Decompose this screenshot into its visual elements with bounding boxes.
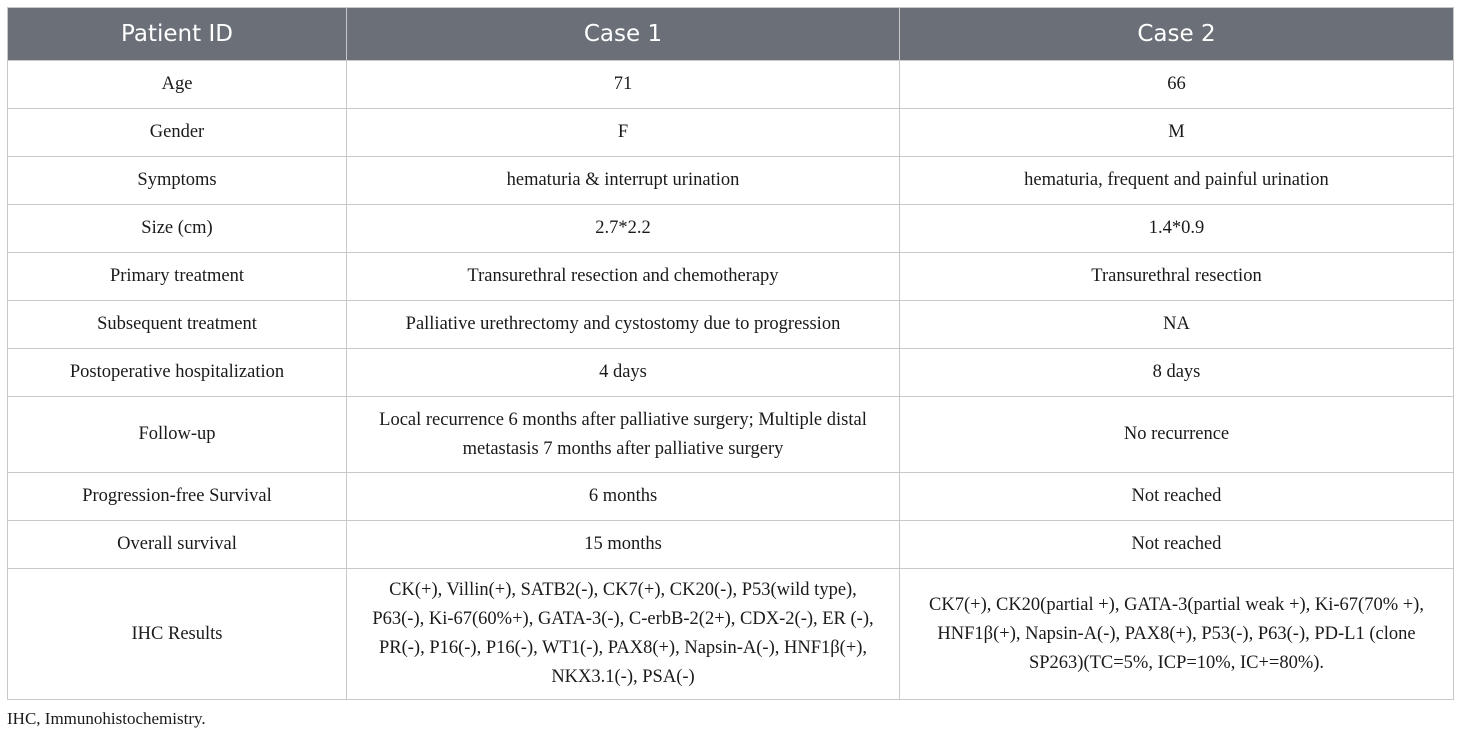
case2-value: Transurethral resection — [900, 253, 1454, 301]
table-row-subsequent-treatment — [8, 301, 1454, 349]
table-row-size — [8, 205, 1454, 253]
case1-value: 15 months — [347, 521, 900, 569]
row-label: Size (cm) — [8, 205, 347, 253]
row-label: Subsequent treatment — [8, 301, 347, 349]
case1-value: Palliative urethrectomy and cystostomy due to progression — [347, 301, 900, 349]
case2-value: M — [900, 109, 1454, 157]
case2-value: 1.4*0.9 — [900, 205, 1454, 253]
table-row-postoperative-hospitalization — [8, 349, 1454, 397]
table-row-primary-treatment — [8, 253, 1454, 301]
row-label: Progression-free Survival — [8, 473, 347, 521]
table-row-ihc-results — [8, 569, 1454, 700]
row-label: Follow-up — [8, 397, 347, 473]
case1-value: 4 days — [347, 349, 900, 397]
table-row-gender — [8, 109, 1454, 157]
row-label: Age — [8, 61, 347, 109]
row-label: Primary treatment — [8, 253, 347, 301]
table-header-row — [8, 8, 1454, 61]
row-label: Postoperative hospitalization — [8, 349, 347, 397]
table-row-symptoms — [8, 157, 1454, 205]
case-comparison-table — [7, 7, 1454, 700]
case1-value: F — [347, 109, 900, 157]
case2-value: No recurrence — [900, 397, 1454, 473]
case2-value: Not reached — [900, 521, 1454, 569]
case1-value: 2.7*2.2 — [347, 205, 900, 253]
case1-value: 6 months — [347, 473, 900, 521]
case2-value: NA — [900, 301, 1454, 349]
case2-value: 66 — [900, 61, 1454, 109]
row-label: IHC Results — [8, 569, 347, 700]
table-row-progression-free-survival — [8, 473, 1454, 521]
case2-value: 8 days — [900, 349, 1454, 397]
case1-value: Transurethral resection and chemotherapy — [347, 253, 900, 301]
case2-value: Not reached — [900, 473, 1454, 521]
case-comparison-table-container — [7, 7, 1453, 700]
case1-value: 71 — [347, 61, 900, 109]
case1-value: CK(+), Villin(+), SATB2(-), CK7(+), CK20(-), P53(wild type), P63(-), Ki-67(60%+), GATA-3(-), C-erbB-2(2+), CDX-2(-), ER (-), PR(-), P16(-), P16(-), WT1(-), PAX8(+), Napsin-A(-), HNF1β(+), NKX3.1(-), PSA(-) — [347, 569, 900, 700]
case2-value: CK7(+), CK20(partial +), GATA-3(partial weak +), Ki-67(70% +), HNF1β(+), Napsin-A(-), PAX8(+), P53(-), P63(-), PD-L1 (clone SP263)(TC=5%, ICP=10%, IC+=80%). — [900, 569, 1454, 700]
table-footnote: IHC, Immunohistochemistry. — [7, 709, 206, 728]
row-label: Gender — [8, 109, 347, 157]
row-label: Overall survival — [8, 521, 347, 569]
header-patient-id: Patient ID — [8, 8, 347, 61]
table-row-age — [8, 61, 1454, 109]
table-row-overall-survival — [8, 521, 1454, 569]
row-label: Symptoms — [8, 157, 347, 205]
case1-value: Local recurrence 6 months after palliative surgery; Multiple distal metastasis 7 months after palliative surgery — [347, 397, 900, 473]
table-row-follow-up — [8, 397, 1454, 473]
header-case-1: Case 1 — [347, 8, 900, 61]
header-case-2: Case 2 — [900, 8, 1454, 61]
case1-value: hematuria & interrupt urination — [347, 157, 900, 205]
case2-value: hematuria, frequent and painful urination — [900, 157, 1454, 205]
